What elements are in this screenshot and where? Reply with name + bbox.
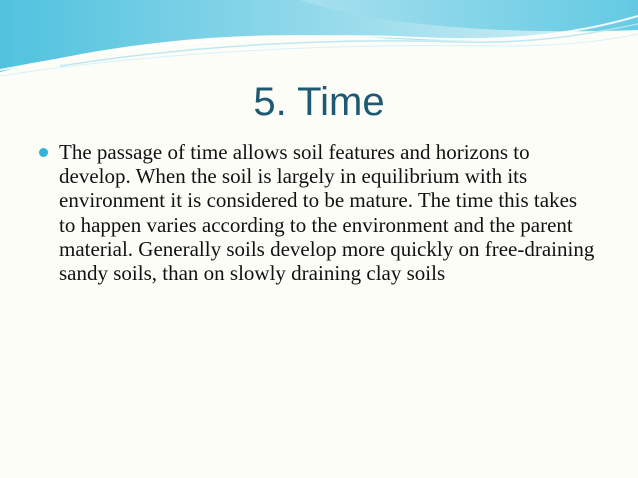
- bullet-text: The passage of time allows soil features and horizons to develop. When the soil is largely in equilibrium with its environment it is considered to be mature. The time this takes to happen varies according to the environment and the parent material. Generally soils develop more quickly on free-draining sandy soils, than on slowly draining clay soils: [59, 140, 595, 286]
- bullet-dot-icon: [39, 148, 48, 157]
- bullet-item: [38, 140, 598, 285]
- header-wave-decoration: [0, 0, 638, 80]
- bullet-list: [38, 140, 598, 285]
- slide-title: 5. Time: [253, 80, 385, 124]
